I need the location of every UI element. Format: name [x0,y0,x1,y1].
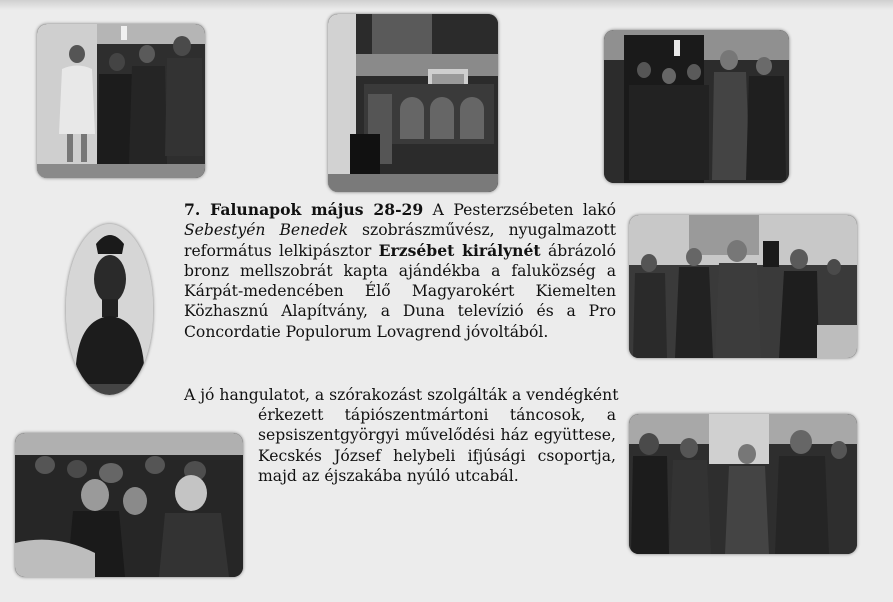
article-text: A Pesterzsébeten lakó [423,201,617,219]
pulpit-photo-center-top [328,14,498,192]
article-paragraph-hangulat-first-line: A jó hangulatot, a szórakozást szolgálták a vendégként [184,386,619,404]
audience-photo-left-bottom [15,433,243,577]
article-paragraph-falunapok [184,200,616,342]
speaker-photo-right-middle [629,215,857,358]
queen-name: Erzsébet királynét [378,240,541,260]
group-photo-left-top [37,24,205,178]
page-top-edge [0,0,893,10]
article-text: ábrázoló bronz mellszobrát kapta ajándékba a faluközség a Kárpát-medencében Élő Magyarokért Kiemelten Közhasznú Alapítvány, a Duna televízió és a Pro Concordatie Populorum Lovagrend jóvoltából. [184,241,616,341]
article-heading: 7. Falunapok május 28-29 [184,200,424,219]
artist-name: Sebestyén Benedek [184,221,349,240]
article-text: szobrászművész, nyugalmazott református lelkipásztor [184,221,616,260]
article-paragraph-hangulat: érkezett tápiószentmártoni táncosok, a sepsiszentgyörgyi művelődési ház együttese, Kecskés József helybeli ifjúsági csoportja, majd az éjszakába nyúló utcabál. [258,406,616,485]
group-photo-right-top [604,30,789,183]
bust-photo-left [66,224,153,395]
crowd-photo-right-bottom [629,414,857,554]
